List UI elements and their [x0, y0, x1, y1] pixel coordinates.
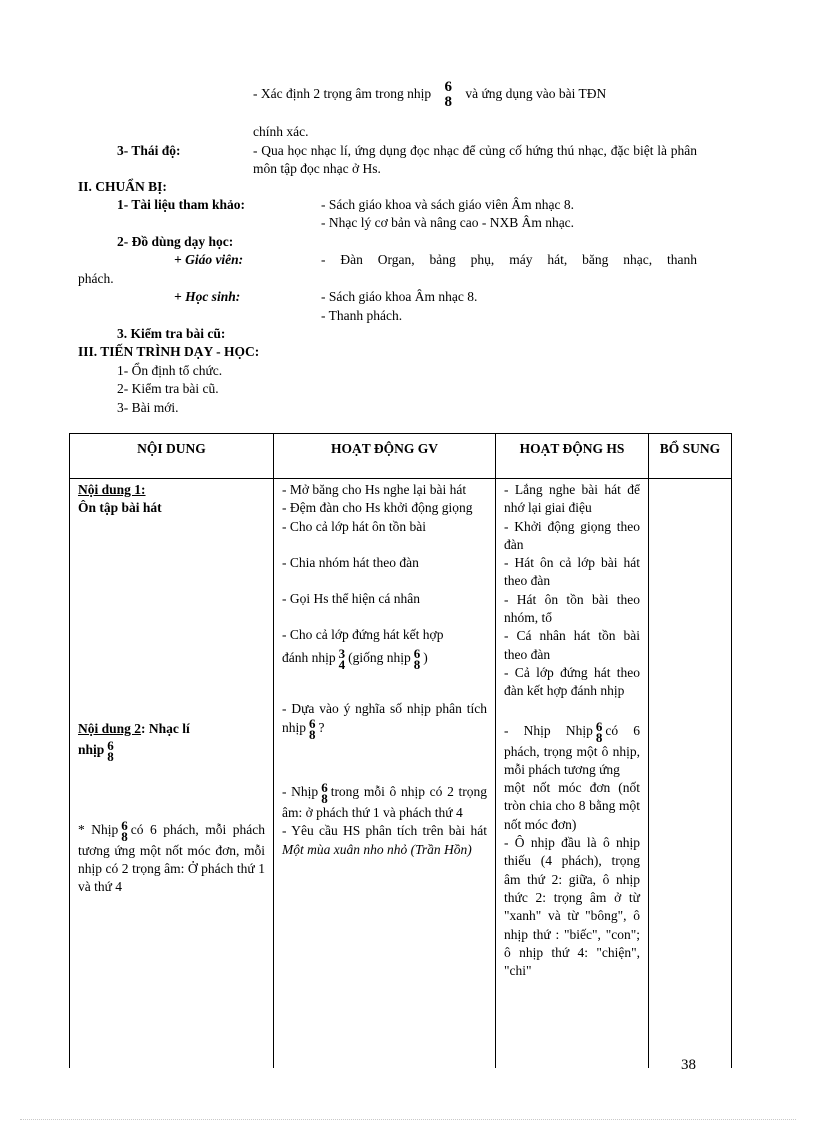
- student-item-1: - Sách giáo khoa Âm nhạc 8.: [321, 289, 478, 304]
- check-label: 3. Kiểm tra bài cũ:: [117, 326, 226, 341]
- gv-item: - Mở băng cho Hs nghe lại bài hát: [282, 482, 467, 497]
- gv-item: - Đệm đàn cho Hs khởi động giọng: [282, 500, 473, 516]
- teacher-label: + Giáo viên:: [174, 252, 244, 267]
- header-notes: BỔ SUNG: [649, 434, 732, 479]
- prep-heading: II. CHUẨN BỊ:: [78, 179, 167, 194]
- nd1-title: Nội dung 1:: [78, 482, 146, 497]
- hs-analysis: - Ô nhịp đầu là ô nhịp thiếu (4 phách), trọng âm thứ 2: giữa, ô nhịp thức 2: trọng âm ở từ "xanh" và từ "bông", ô nhịp thứ : "biếc", "con"; ô nhịp thứ 4: "chiện", "chi": [504, 835, 640, 979]
- attitude-text: - Qua học nhạc lí, ứng dụng đọc nhạc để củng cố hứng thú nhạc, đặc biệt là phân môn tập đọc nhạc ở Hs.: [253, 143, 697, 176]
- hs-item: - Cả lớp đứng hát theo đàn kết hợp đánh nhịp: [504, 664, 640, 699]
- process-heading: III. TIẾN TRÌNH DẠY - HỌC:: [78, 344, 260, 359]
- nd2-title: Nội dung 2: Nhạc lí: [78, 720, 190, 736]
- student-label: + Học sinh:: [174, 289, 241, 304]
- time-signature-6-8: 6 8: [595, 718, 603, 745]
- student-item-2: - Thanh phách.: [321, 308, 403, 323]
- time-signature-6-8: 6 8: [107, 737, 114, 764]
- student-cell: [496, 479, 649, 1069]
- time-signature-6-8: 6 8: [321, 780, 328, 807]
- time-signature-6-8: 6 8: [309, 716, 316, 743]
- gv-request: - Yêu cầu HS phân tích trên bài hát Một mùa xuân nho nhỏ (Trần Hồn): [282, 823, 487, 857]
- objective-line-2: chính xác.: [253, 124, 309, 139]
- gv-analyze: - Dựa vào ý nghĩa số nhịp phân tích nhịp 6 8 ?: [282, 700, 487, 743]
- nd2-note: * Nhịp 6 8 có 6 phách, mỗi phách tương ứng một nốt móc đơn, mỗi nhịp có 2 trọng âm: Ở phách thứ 1 và thứ 4: [78, 817, 265, 895]
- objective-line: [253, 80, 703, 110]
- hs-item: - Hát ôn cả lớp bài hát theo đàn: [504, 555, 640, 589]
- notes-cell: [649, 479, 732, 1069]
- gv-nhip: - Nhịp 6 8 trong mỗi ô nhịp có 2 trọng âm: ở phách thứ 1 và phách thứ 4: [282, 780, 487, 821]
- gv-beat-line: đánh nhịp 3 4 (giống nhịp 6 8 ): [282, 645, 428, 672]
- ref-item-2: - Nhạc lý cơ bản và nâng cao - NXB Âm nhạc.: [321, 215, 575, 230]
- nd2-subtitle: nhịp 6 8: [78, 737, 114, 764]
- page-bottom-divider: [20, 1119, 796, 1120]
- tools-label: 2- Đồ dùng dạy học:: [117, 234, 234, 249]
- hs-item: - Lắng nghe bài hát để nhớ lại giai điệu: [504, 482, 640, 516]
- gv-item: - Chia nhóm hát theo đàn: [282, 554, 419, 570]
- table-row: [70, 479, 732, 1069]
- hs-item: - Khởi động giọng theo đàn: [504, 518, 640, 552]
- process-step-3: 3- Bài mới.: [117, 400, 179, 415]
- header-student: HOẠT ĐỘNG HS: [496, 434, 649, 479]
- hs-nhip: - Nhịp Nhịp 6 8 có 6 phách, trọng một ô nhịp, mỗi phách tương ứng: [504, 718, 641, 777]
- gv-item: - Cho cả lớp đứng hát kết hợp: [282, 627, 444, 643]
- gv-item: - Cho cả lớp hát ôn tồn bài: [282, 518, 426, 534]
- teacher-cell: [274, 479, 496, 1069]
- header-teacher: HOẠT ĐỘNG GV: [274, 434, 496, 479]
- process-step-1: 1- Ổn định tổ chức.: [117, 363, 223, 378]
- page-number: 38: [681, 1057, 696, 1073]
- time-signature-6-8: 6 8: [413, 645, 421, 672]
- table-header-row: [70, 434, 732, 479]
- process-step-2: 2- Kiểm tra bài cũ.: [117, 381, 219, 396]
- time-signature-6-8: 6 8: [444, 79, 452, 110]
- teacher-text: - Đàn Organ, bảng phụ, máy hát, băng nhạc, thanh: [321, 252, 697, 267]
- ref-label: 1- Tài liệu tham khảo:: [117, 197, 246, 212]
- attitude-label: 3- Thái độ:: [117, 143, 181, 158]
- objective-text: - Xác định 2 trọng âm trong nhịp: [253, 86, 432, 102]
- content-cell: [70, 479, 274, 1069]
- hs-item: - Cá nhân hát tồn bài theo đàn: [504, 628, 640, 662]
- hs-item: - Hát ôn tồn bài theo nhóm, tổ: [504, 591, 640, 626]
- header-content: NỘI DUNG: [70, 434, 274, 479]
- hs-note: một nốt móc đơn (nốt tròn chia cho 8 bằng một nốt móc đơn): [504, 780, 640, 832]
- time-signature-3-4: 3 4: [338, 645, 346, 672]
- nd1-subtitle: Ôn tập bài hát: [78, 500, 162, 516]
- ref-item-1: - Sách giáo khoa và sách giáo viên Âm nhạc 8.: [321, 197, 575, 212]
- gv-item: - Gọi Hs thể hiện cá nhân: [282, 591, 420, 607]
- teacher-text-cont: phách.: [78, 271, 114, 286]
- objective-text-cont: và ứng dụng vào bài TĐN: [465, 86, 607, 102]
- time-signature-6-8: 6 8: [121, 817, 128, 844]
- lesson-table: [69, 433, 732, 1068]
